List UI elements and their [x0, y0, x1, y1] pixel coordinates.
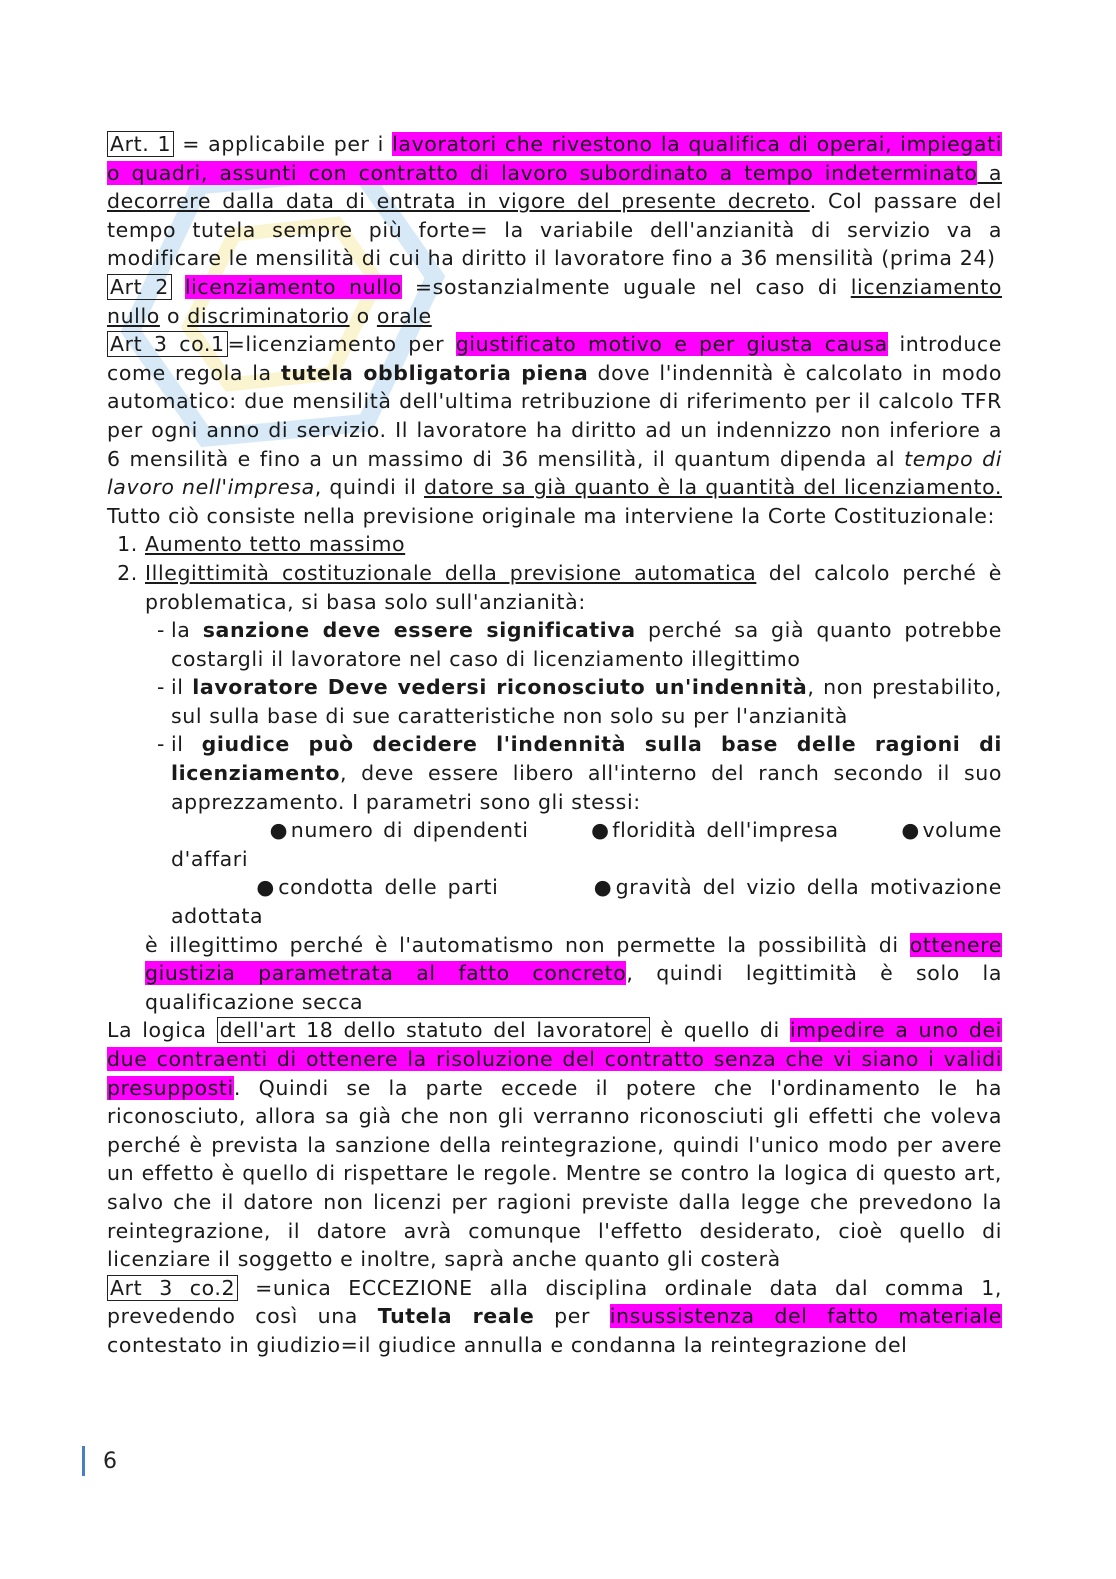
- highlight: licenziamento nullo: [184, 274, 402, 299]
- paragraph-illegittimo: è illegittimo perché è l'automatismo non permette la possibilità di ottenere giustizia parametrata al fatto concreto, quindi legittimità è solo la qualificazione secca: [145, 932, 1002, 1014]
- article-box: Art. 1: [107, 131, 174, 157]
- bullet-item: ●volume d'affari: [171, 818, 1002, 871]
- highlight: ottenere giustizia parametrata al fatto concreto: [145, 932, 1002, 986]
- bullet-item: ●numero di dipendenti: [267, 818, 529, 843]
- paragraph-art-2: Art 2 licenziamento nullo =sostanzialmente uguale nel caso di licenziamento nullo o discriminatorio o orale: [107, 274, 1003, 328]
- article-box: Art 3 co.1: [107, 331, 228, 357]
- highlight: impedire a uno dei due contraenti di ottenere la risoluzione del contratto senza che vi siano i validi presupposti: [107, 1018, 1002, 1100]
- paragraph-art-1: Art. 1 = applicabile per i lavoratori che rivestono la qualifica di operai, impiegati o quadri, assunti con contratto di lavoro subordinato a tempo indeterminato a decorrere dalla data di entrata in vigore del presente decreto. Col passare del tempo tutela sempre più forte= la variabile dell'anzianità di servizio va a modificare le mensilità di cui ha diritto il lavoratore fino a 36 mensilità (prima 24): [107, 132, 1003, 271]
- dash-item: - il lavoratore Deve vedersi riconosciuto un'indennità, non prestabilito, sul sulla base di sue caratteristiche non solo su per l'anzianità: [171, 673, 1002, 730]
- dash-item: - la sanzione deve essere significativa perché sa già quanto potrebbe costargli il lavoratore nel caso di licenziamento illegittimo: [171, 616, 1002, 673]
- paragraph-art-3-co2: Art 3 co.2 =unica ECCEZIONE alla disciplina ordinale data dal comma 1, prevedendo così una Tutela reale per insussistenza del fatto materiale contestato in giudizio=il giudice annulla e condanna la reintegrazione del: [107, 1275, 1003, 1357]
- highlight: giustificato motivo e per giusta causa: [455, 332, 888, 357]
- article-box: Art 3 co.2: [107, 1275, 238, 1301]
- numbered-list: [107, 530, 1002, 930]
- bullet-item: ●condotta delle parti: [253, 875, 499, 900]
- parameter-bullets: [171, 873, 1002, 930]
- bullet-item: ●gravità del vizio della motivazione adottata: [171, 875, 1002, 929]
- parameter-bullets: [171, 816, 1002, 873]
- page-number: 6: [103, 1448, 117, 1474]
- paragraph-art-3-co1: Art 3 co.1 =licenziamento per giustificato motivo e per giusta causa introduce come regola la tutela obbligatoria piena dove l'indennità è calcolato in modo automatico: due mensilità dell'ultima retribuzione di riferimento per il calcolo TFR per ogni anno di servizio. Il lavoratore ha diritto ad un indennizzo non inferiore a 6 mensilità e fino a un massimo di 36 mensilità, il quantum dipenda al tempo di lavoro nell'impresa, quindi il datore sa già quanto è la quantità del licenziamento. Tutto ciò consiste nella previsione originale ma interviene la Corte Costituzionale:: [107, 332, 1002, 528]
- article-box: Art 2: [107, 274, 172, 300]
- highlight: lavoratori che rivestono la qualifica di operai, impiegati o quadri, assunti con contratto di lavoro subordinato a tempo indeterminato: [107, 132, 1003, 185]
- dash-item: - il giudice può decidere l'indennità sulla base delle ragioni di licenziamento, deve essere libero all'interno del ranch secondo il suo apprezzamento. I parametri sono gli stessi: ●numero di dipendenti ●floridità dell'impresa ●volume d'affari ●condotta delle parti ●gravità del vizio della motivazione adottata: [171, 730, 1002, 930]
- bullet-item: ●floridità dell'impresa: [588, 818, 839, 843]
- list-item: 2. Illegittimità costituzionale della previsione automatica del calcolo perché è problematica, si basa solo sull'anzianità: - la sanzione deve essere significativa perché sa già quanto potrebbe costargli il lavoratore nel caso di licenziamento illegittimo - il lavoratore Deve vedersi riconosciuto un'indennità, non prestabilito, sul sulla base di sue caratteristiche non solo su per l'anzianità - il giudice può decidere l'indennità sulla base delle ragioni di licenziamento, deve essere libero all'interno del ranch secondo il suo apprezzamento. I parametri sono gli stessi: ●numero di dipendenti ●floridità dell'impresa ●volume d'affari ●condotta delle parti ●gravità del vizio della motivazione adottata: [145, 559, 1002, 931]
- footer-accent-bar: [82, 1446, 85, 1476]
- document-body: [107, 130, 1002, 1360]
- dash-list: [145, 616, 1002, 931]
- article-box: dell'art 18 dello statuto del lavoratore: [217, 1017, 651, 1043]
- underlined-text: a decorrere dalla data di entrata in vigore del presente decreto: [107, 160, 1002, 214]
- page-footer: [82, 1446, 117, 1476]
- highlight: insussistenza del fatto materiale: [609, 1304, 1002, 1329]
- paragraph-logica: La logica dell'art 18 dello statuto del lavoratore è quello di impedire a uno dei due contraenti di ottenere la risoluzione del contratto senza che vi siano i validi presupposti. Quindi se la parte eccede il potere che l'ordinamento le ha riconosciuto, allora sa già che non gli verranno riconosciuti gli effetti che voleva perché è prevista la sanzione della reintegrazione, quindi l'unico modo per avere un effetto è quello di rispettare le regole. Mentre se contro la logica di questo art, salvo che il datore non licenzi per ragioni previste dalla legge che prevedono la reintegrazione, il datore avrà comunque l'effetto desiderato, cioè quello di licenziare il soggetto e inoltre, saprà anche quanto gli costerà: [107, 1018, 1002, 1272]
- list-item: 1. Aumento tetto massimo: [145, 530, 1002, 559]
